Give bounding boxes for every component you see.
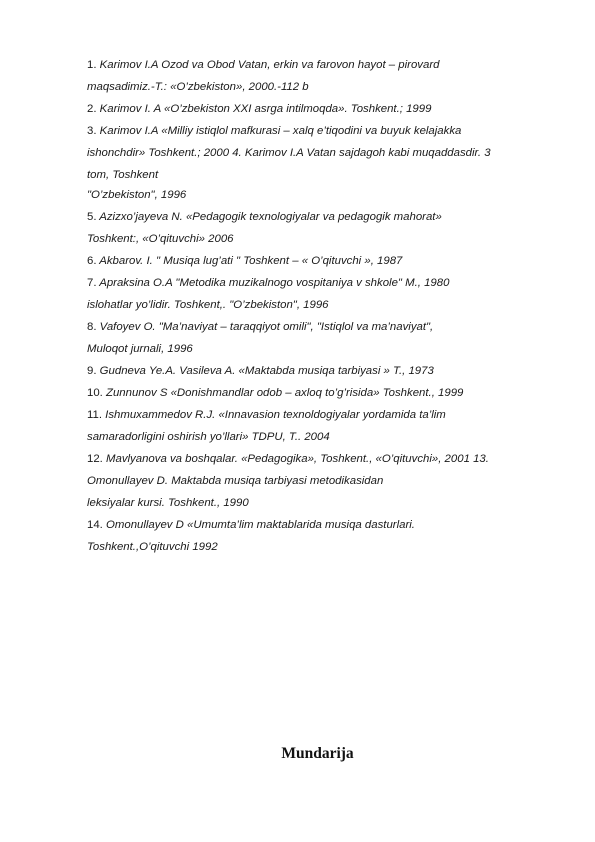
reference-line [87,58,439,72]
reference-number: 10. [87,387,103,399]
reference-line [87,80,309,94]
reference-text: Toshkent:, «O’qituvchi» 2006 [87,233,234,245]
reference-text: maqsadimiz.-T.: «O’zbekiston», 2000.-112 b [87,81,309,93]
reference-line [87,408,446,422]
reference-line [87,298,329,312]
reference-line [87,276,449,290]
reference-text: Omonullayev D «Umumta’lim maktablarida musiqa dasturlari. [102,519,415,531]
reference-number: 8. [87,321,97,333]
reference-text: Gudneva Ye.A. Vasileva A. «Maktabda musiqa tarbiyasi » T., 1973 [96,365,434,377]
reference-number: 3. [87,125,97,137]
reference-line [87,146,491,160]
reference-text: tom, Toshkent [87,169,159,181]
reference-text: Toshkent.,O’qituvchi 1992 [87,541,218,553]
reference-text: islohatlar yo’lidir. Toshkent,. "O’zbekiston", 1996 [87,299,329,311]
reference-line [87,210,442,224]
reference-text: Zunnunov S «Donishmandlar odob – axloq to’g’risida» Toshkent., 1999 [102,387,464,399]
reference-line [87,342,193,356]
reference-text: ishonchdir» Toshkent.; 2000 4. Karimov I.A Vatan sajdagoh kabi muqaddasdir. 3 [87,147,491,159]
reference-line [87,232,234,246]
reference-text: Karimov I.A «Milliy istiqlol mafkurasi – xalq e’tiqodini va buyuk kelajakka [96,125,462,137]
reference-text: Omonullayev D. Maktabda musiqa tarbiyasi metodikasidan [87,475,384,487]
reference-number: 1. [87,59,97,71]
reference-line [87,452,489,466]
reference-line [87,496,249,510]
reference-number: 7. [87,277,97,289]
reference-line [87,254,402,268]
section-heading: Mundarija [281,745,354,762]
reference-text: "O’zbekiston", 1996 [87,189,187,201]
reference-text: Mavlyanova va boshqalar. «Pedagogika», Toshkent., «O’qituvchi», 2001 13. [102,453,489,465]
reference-number: 9. [87,365,97,377]
reference-line [87,168,158,182]
reference-text: Apraksina O.A "Metodika muzikalnogo vospitaniya v shkole" M., 1980 [96,277,450,289]
reference-line [87,320,433,334]
reference-line [87,430,330,444]
reference-number: 6. [87,255,97,267]
reference-line [87,518,415,532]
reference-number: 12. [87,453,103,465]
reference-number: 5. [87,211,97,223]
reference-text: Muloqot jurnali, 1996 [87,343,193,355]
reference-text: Azizxo’jayeva N. «Pedagogik texnologiyalar va pedagogik mahorat» [96,211,442,223]
reference-line [87,474,383,488]
reference-line [87,188,186,202]
reference-line [87,364,434,378]
reference-number: 14. [87,519,103,531]
reference-line [87,102,431,116]
reference-text: Akbarov. I. " Musiqa lug’ati " Toshkent – « O’qituvchi », 1987 [96,255,403,267]
reference-number: 11. [87,409,102,421]
reference-line [87,124,461,138]
reference-text: Ishmuxammedov R.J. «Innavasion texnoldogiyalar yordamida ta’lim [102,409,446,421]
reference-text: leksiyalar kursi. Toshkent., 1990 [87,497,249,509]
reference-text: Karimov I. A «O’zbekiston XXI asrga intilmoqda». Toshkent.; 1999 [96,103,432,115]
reference-number: 2. [87,103,97,115]
reference-text: Karimov I.A Ozod va Obod Vatan, erkin va farovon hayot – pirovard [96,59,440,71]
reference-line [87,386,463,400]
reference-text: Vafoyev O. "Ma’naviyat – taraqqiyot omili", "Istiqlol va ma’naviyat", [96,321,434,333]
reference-text: samaradorligini oshirish yo’llari» TDPU, T.. 2004 [87,431,330,443]
reference-line [87,540,218,554]
